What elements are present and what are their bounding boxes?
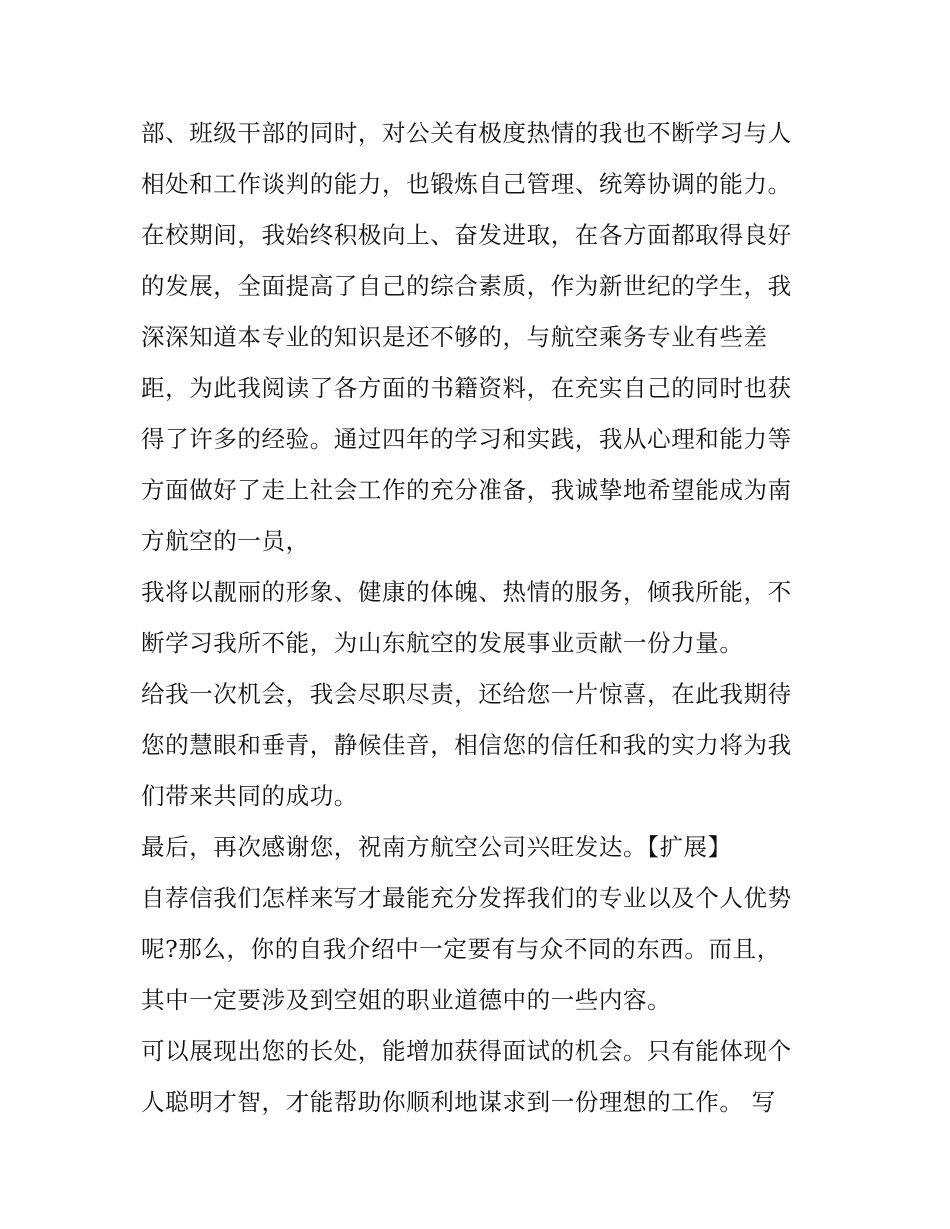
text-line: 相处和工作谈判的能力，也锻炼自己管理、统筹协调的能力。 xyxy=(141,170,792,198)
body-text xyxy=(141,108,821,1128)
text-line: 您的慧眼和垂青，静候佳音，相信您的信任和我的实力将为我 xyxy=(141,731,792,759)
text-line: 部、班级干部的同时，对公关有极度热情的我也不断学习与人 xyxy=(141,119,792,147)
text-line: 给我一次机会，我会尽职尽责，还给您一片惊喜，在此我期待 xyxy=(141,680,792,708)
text-line: 自荐信我们怎样来写才最能充分发挥我们的专业以及个人优势 xyxy=(141,884,792,912)
text-line: 在校期间，我始终积极向上、奋发进取，在各方面都取得良好 xyxy=(141,221,792,249)
text-line: 人聪明才智，才能帮助你顺利地谋求到一份理想的工作。 写 xyxy=(141,1088,776,1116)
text-line: 最后，再次感谢您，祝南方航空公司兴旺发达。【扩展】 xyxy=(141,833,732,861)
text-line: 我将以靓丽的形象、健康的体魄、热情的服务，倾我所能，不 xyxy=(141,578,792,606)
text-line: 呢?那么，你的自我介绍中一定要有与众不同的东西。而且， xyxy=(141,935,781,963)
text-line: 们带来共同的成功。 xyxy=(141,782,358,810)
text-line: 深深知道本专业的知识是还不够的，与航空乘务专业有些差 xyxy=(141,323,768,351)
text-line: 其中一定要涉及到空姐的职业道德中的一些内容。 xyxy=(141,986,672,1014)
text-line: 断学习我所不能，为山东航空的发展事业贡献一份力量。 xyxy=(141,629,744,657)
text-line: 得了许多的经验。通过四年的学习和实践，我从心理和能力等 xyxy=(141,425,792,453)
text-line: 方航空的一员， xyxy=(141,527,310,555)
text-line: 可以展现出您的长处，能增加获得面试的机会。只有能体现个 xyxy=(141,1037,792,1065)
text-line: 的发展，全面提高了自己的综合素质，作为新世纪的学生，我 xyxy=(141,272,792,300)
text-line: 距，为此我阅读了各方面的书籍资料，在充实自己的同时也获 xyxy=(141,374,792,402)
text-line: 方面做好了走上社会工作的充分准备，我诚挚地希望能成为南 xyxy=(141,476,792,504)
